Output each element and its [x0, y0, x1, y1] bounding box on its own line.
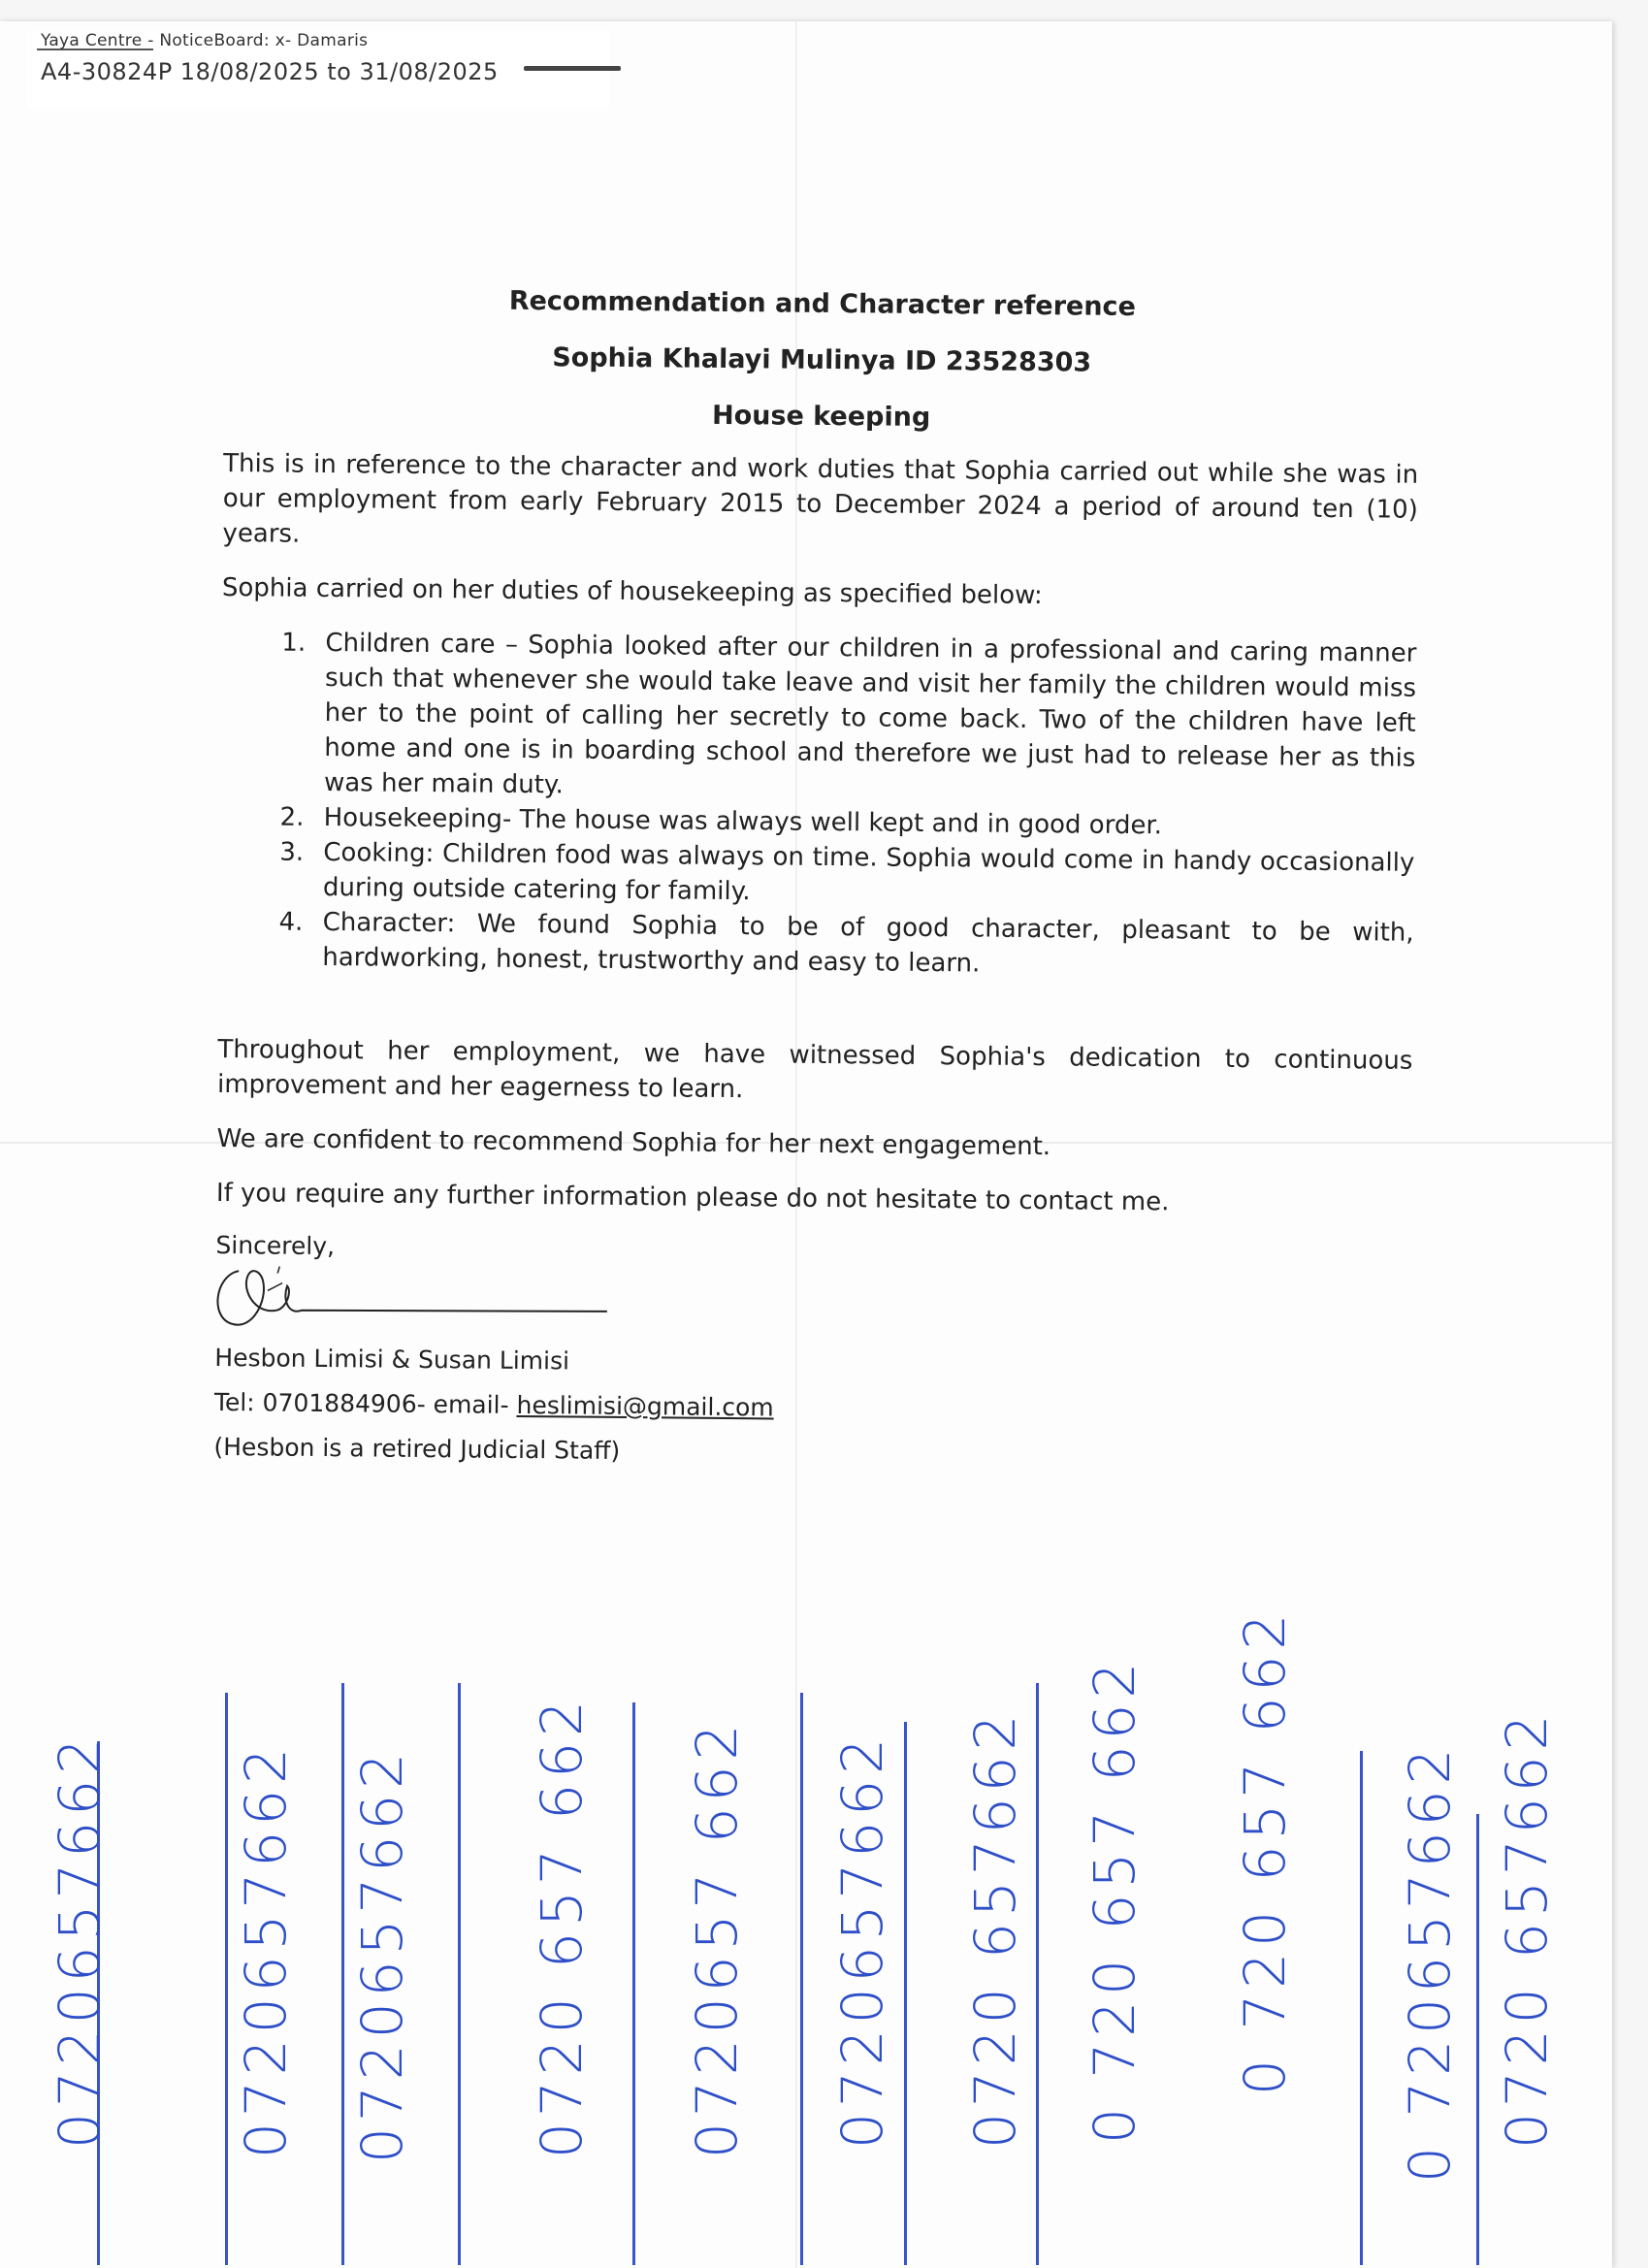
tab-divider	[904, 1722, 907, 2265]
stamp-line-2: A4-30824P 18/08/2025 to 31/08/2025	[41, 58, 499, 85]
recommend-paragraph: We are confident to recommend Sophia for her next engagement.	[216, 1123, 1051, 1162]
contact-line	[214, 1387, 1409, 1430]
email-address: heslimisi@gmail.com	[516, 1390, 774, 1422]
signatories: Hesbon Limisi & Susan Limisi	[214, 1343, 570, 1376]
recommendation-letter	[213, 281, 1420, 1474]
duty-item: 3. Cooking: Children food was always on time. Sophia would come in handy occasionally during outside catering for family.	[311, 835, 1415, 916]
tab-phone-number[interactable]: 0 720 657 662	[1232, 1607, 1298, 2095]
handwritten-signature	[210, 1261, 618, 1343]
closing: Sincerely,	[215, 1230, 336, 1261]
signature-block	[213, 1230, 1410, 1474]
duties-intro: Sophia carried on her duties of housekeeping as specified below:	[221, 572, 1043, 611]
signatory-note: (Hesbon is a retired Judicial Staff)	[213, 1432, 621, 1465]
tab-divider	[341, 1683, 344, 2265]
intro-paragraph: This is in reference to the character and work duties that Sophia carried out while she was in our employment from early February 2015 to December 2024 a period of around ten (10) years.	[222, 448, 1419, 549]
duty-item: 2. Housekeeping- The house was always well kept and in good order.	[312, 800, 1415, 846]
tab-phone-number[interactable]: 0720 657662	[962, 1708, 1028, 2149]
tab-divider	[225, 1693, 228, 2265]
tab-divider	[1360, 1751, 1363, 2265]
tab-phone-number[interactable]: 0 720657662	[1397, 1742, 1463, 2183]
tab-phone-number[interactable]: 0 720 657 662	[1082, 1656, 1147, 2144]
duty-item: 1. Children care – Sophia looked after our children in a professional and caring manner such that whenever she would take leave and visit her family the children would miss her to the point of calling her secretly to come back. Two of the children have left home and one is in boarding school and therefore we just had to release her as this was her main duty.	[312, 626, 1417, 811]
stamp-dash	[524, 66, 621, 71]
tab-divider	[458, 1683, 461, 2265]
tab-divider	[1036, 1683, 1039, 2265]
duty-item: 4. Character: We found Sophia to be of good character, pleasant to be with, hardworking, honest, trustworthy and easy to learn.	[310, 905, 1414, 986]
tab-phone-number[interactable]: 0720657 662	[684, 1718, 750, 2158]
dedication-paragraph: Throughout her employment, we have witnessed Sophia's dedication to continuous improvement and her eagerness to learn.	[216, 1034, 1413, 1105]
tab-phone-number[interactable]: 0720 657662	[1494, 1708, 1560, 2149]
tab-phone-number[interactable]: 0720657662	[47, 1732, 113, 2149]
letter-title: Recommendation and Character reference	[508, 285, 1136, 323]
tab-phone-number[interactable]: 0720657662	[829, 1732, 895, 2149]
letter-role: House keeping	[711, 400, 931, 433]
tab-phone-number[interactable]: 0720657662	[349, 1746, 415, 2163]
tab-divider	[1476, 1814, 1479, 2265]
contact-paragraph: If you require any further information please do not hesitate to contact me.	[215, 1178, 1170, 1217]
telephone: Tel: 0701884906- email-	[213, 1387, 517, 1419]
stamp-line-1: Yaya Centre - NoticeBoard: x- Damaris	[41, 31, 369, 50]
tab-phone-number[interactable]: 0720657662	[233, 1741, 299, 2158]
tab-divider	[632, 1702, 635, 2265]
tab-divider	[800, 1693, 803, 2265]
tab-phone-number[interactable]: 0720 657 662	[529, 1695, 595, 2158]
letter-subject: Sophia Khalayi Mulinya ID 23528303	[552, 342, 1092, 378]
notice-board-stamp	[27, 31, 609, 109]
duties-list	[218, 625, 1416, 986]
